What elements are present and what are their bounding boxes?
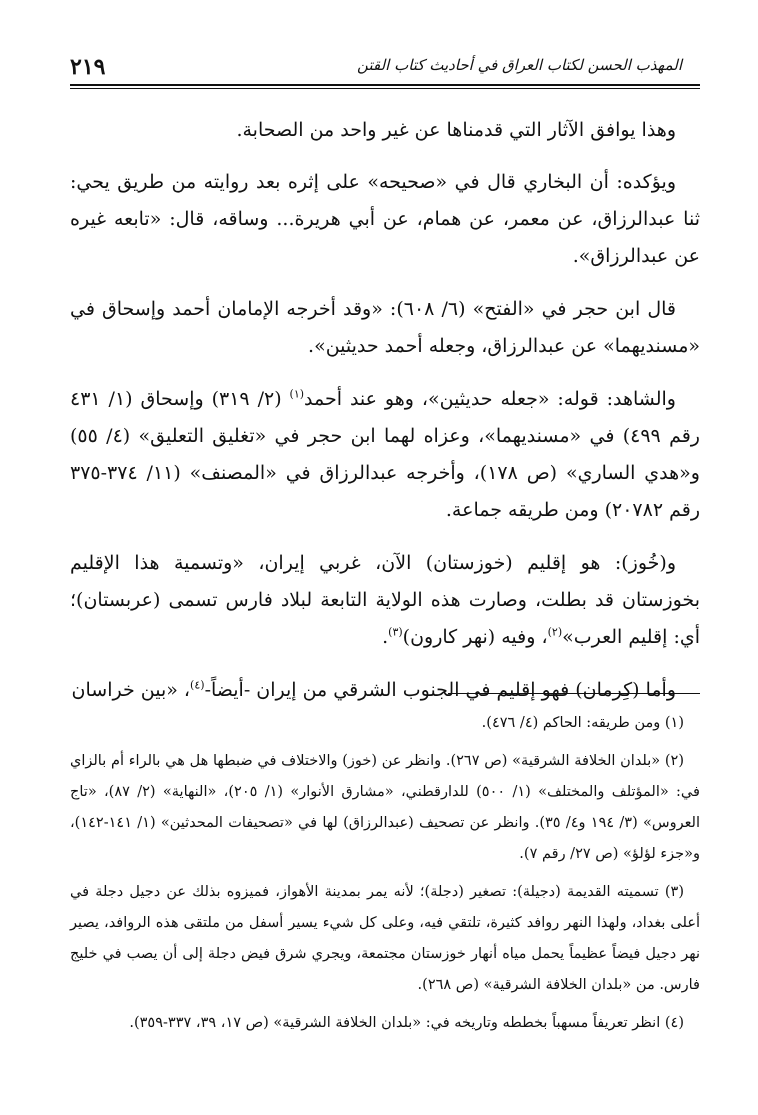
footnote-ref-2[interactable]: (٢) (547, 625, 563, 639)
paragraph-2: ويؤكده: أن البخاري قال في «صحيحه» على إثره بعد روايته من طريق يحي: ثنا عبدالرزاق، عن معمر، عن همام، عن أبي هريرة... وساقه، قال: «تابعه غيره عن عبدالرزاق». (70, 171, 700, 267)
paragraph-5-start: و(خُوز): هو إقليم (خوزستان) الآن، غربي إيران، «وتسمية هذا الإقليم بخوزستان قد بطلت، وصارت هذه الولاية التابعة لبلاد فارس تسمى (عربستان)؛ أي: إقليم العرب» (70, 552, 700, 648)
paragraph-5-middle: ، وفيه (نهر كارون) (402, 626, 548, 648)
main-text (70, 112, 700, 725)
page-header (70, 52, 700, 90)
footnote-4: (٤) انظر تعريفاً مسهباً بخططه وتاريخه في: «بلدان الخلافة الشرقية» (ص ١٧، ٣٩، ٣٣٧-٣٥٩). (129, 1015, 684, 1031)
footnotes (70, 708, 700, 1046)
paragraph-6-start: وأما (كِرمان) فهو إقليم في الجنوب الشرقي من إيران -أيضاً- (204, 679, 676, 701)
footnote-2: (٢) «بلدان الخلافة الشرقية» (ص ٢٦٧). وانظر عن (خوز) والاختلاف في ضبطها هل هي بالراء أم بالزاي في: «المؤتلف والمختلف» (١/ ٥٠٠) للدارقطني، «مشارق الأنوار» (١/ ٢٠٥)، «النهاية» (٢/ ٨٧)، «تاج العروس» (٣/ ١٩٤ و٤/ ٣٥). وانظر عن تصحيف (عبدالرزاق) لها في «تصحيفات المحدثين» (١/ ١٤١-١٤٢)، و«جزء لؤلؤ» (ص ٢٧/ رقم ٧). (70, 753, 701, 862)
footnote-1: (١) ومن طريقه: الحاكم (٤/ ٤٧٦). (481, 715, 684, 731)
footnote-3: (٣) تسميته القديمة (دجيلة): تصغير (دجلة)؛ لأنه يمر بمدينة الأهواز، فميزوه بذلك عن دجيل دجلة في أعلى بغداد، ولهذا النهر روافد كثيرة، تلتقي فيه، وعلى كل شيء يسير أسفل من ملتقى هذه الروافد، يصير نهر دجيل فيضاً عظيماً يحمل مياه أنهار خوزستان مجتمعة، ويجري شرق فيض دجلة إلى أن يصب في خليج فارس. من «بلدان الخلافة الشرقية» (ص ٢٦٨). (70, 884, 700, 993)
footnote-ref-3[interactable]: (٣) (388, 625, 403, 639)
paragraph-3: قال ابن حجر في «الفتح» (٦/ ٦٠٨): «وقد أخرجه الإمامان أحمد وإسحاق في «مسنديهما» عن عبدالرزاق، وجعله أحمد حديثين». (70, 298, 700, 357)
paragraph-4-start: والشاهد: قوله: «جعله حديثين»، وهو عند أحمد (304, 388, 676, 410)
header-rule-thin (70, 88, 700, 89)
paragraph-6 (70, 672, 700, 709)
paragraph-4-rest: (٢/ ٣١٩) وإسحاق (١/ ٤٣١ رقم ٤٩٩) في «مسنديهما»، وعزاه لهما ابن حجر في «تغليق التعليق» (٤/ ٥٥) و«هدي الساري» (ص ١٧٨)، وأخرجه عبدالرزاق في «المصنف» (١١/ ٣٧٤-٣٧٥ رقم ٢٠٧٨٢) ومن طريقه جماعة. (70, 388, 700, 521)
paragraph-5-end: . (382, 626, 389, 648)
paragraph-1: وهذا يوافق الآثار التي قدمناها عن غير واحد من الصحابة. (236, 119, 676, 141)
running-title: المهذب الحسن لكتاب العراق في أحاديث كتاب القتن (357, 56, 682, 74)
footnote-ref-4[interactable]: (٤) (190, 678, 205, 692)
footnote-separator (448, 693, 700, 694)
paragraph-4 (70, 381, 700, 529)
footnote-ref-1[interactable]: (١) (289, 387, 305, 401)
paragraph-6-rest: ، «بين خراسان (71, 679, 191, 701)
page-number: ٢١٩ (70, 54, 106, 80)
header-rule (70, 84, 700, 86)
paragraph-5 (70, 545, 700, 656)
